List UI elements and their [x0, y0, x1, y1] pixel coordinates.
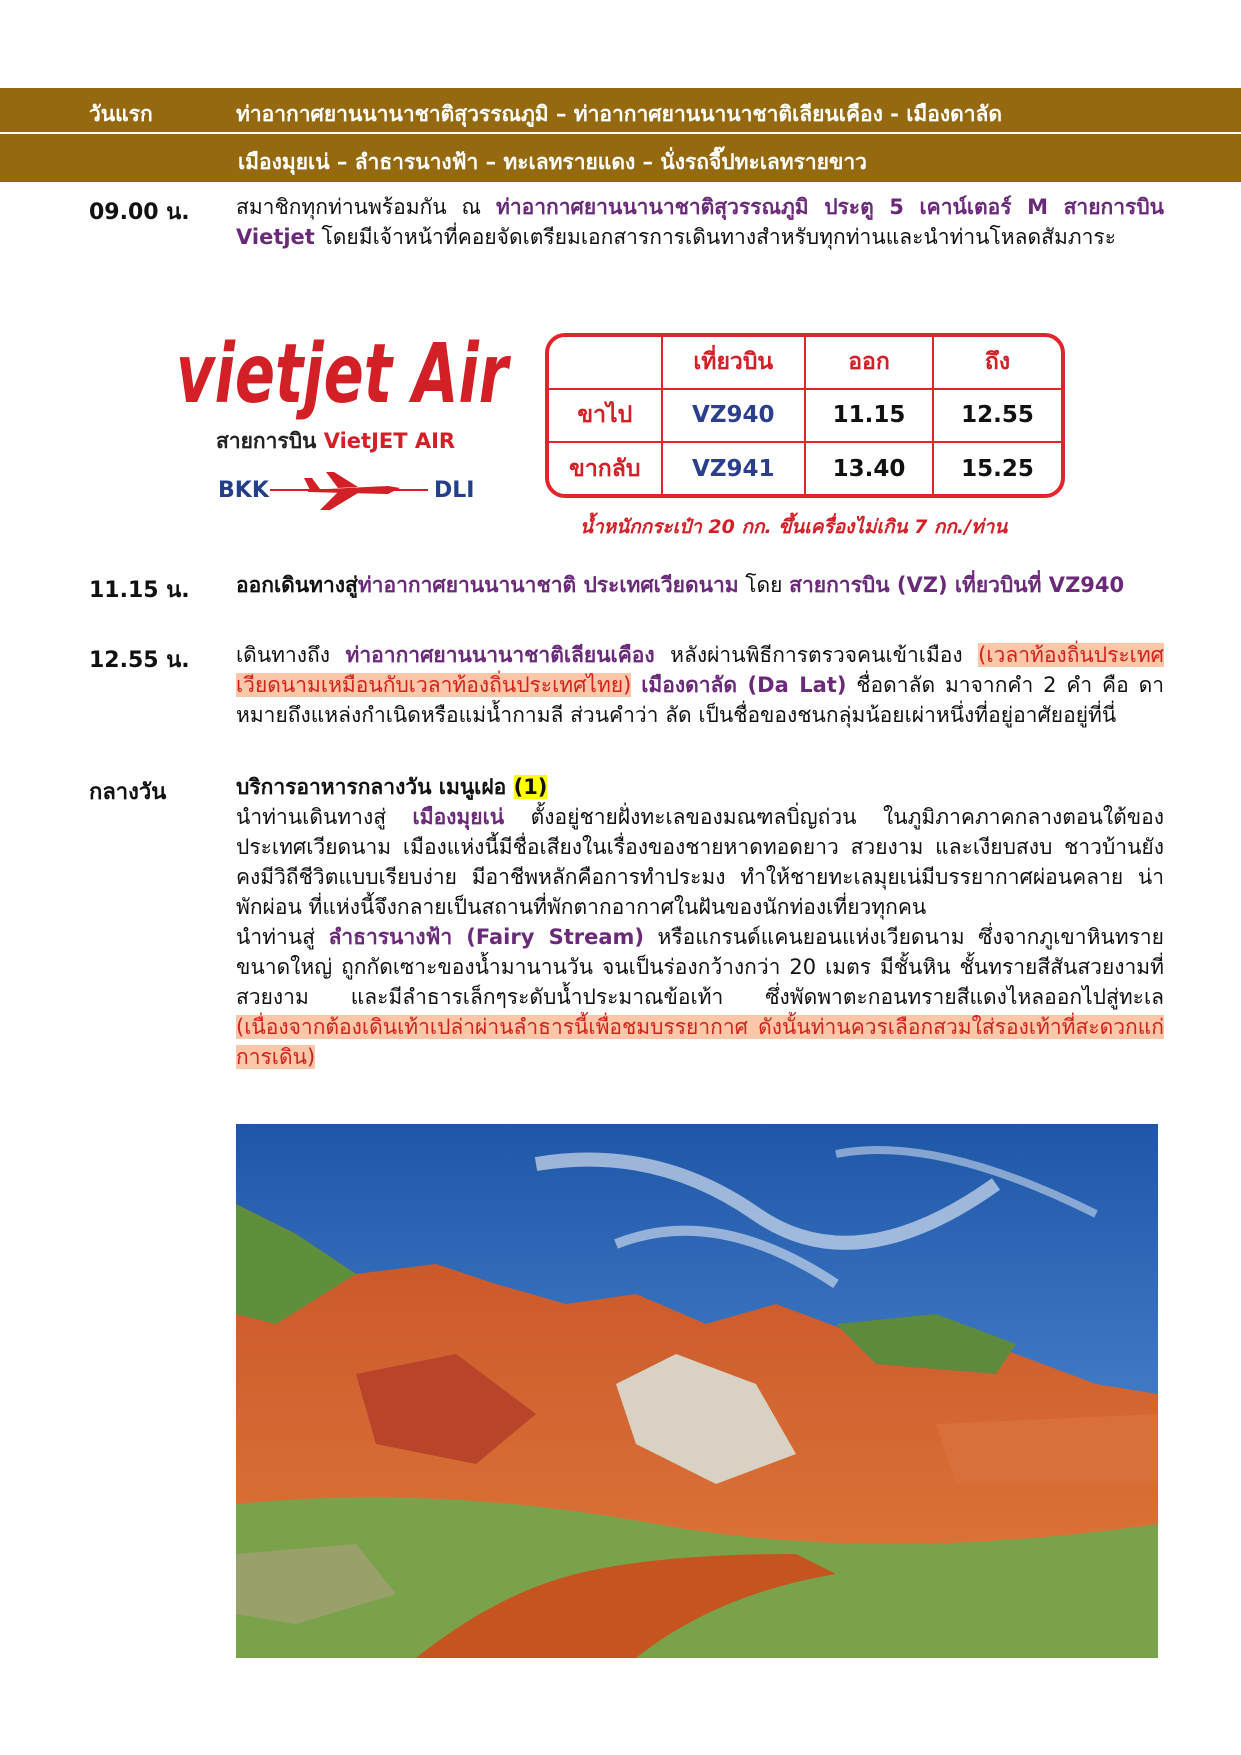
time-1255: 12.55 น. [89, 648, 190, 673]
table-header-cell: ออก [805, 337, 933, 389]
header-line-1 [0, 88, 1241, 134]
text: นำท่านเดินทางสู่ [236, 805, 413, 829]
text: โดยมีเจ้าหน้าที่คอยจัดเตรียมเอกสารการเดินทางสำหรับทุกท่านและนำท่านโหลดสัมภาระ [314, 225, 1116, 249]
table-header-cell: ถึง [933, 337, 1061, 389]
airport-highlight: ท่าอากาศยานนานาชาติเลียนเคือง [345, 643, 655, 667]
origin-code: BKK [218, 478, 269, 503]
city-highlight: เมืองดาลัด (Da Lat) [641, 673, 847, 697]
arrive-time: 15.25 [933, 442, 1061, 494]
muine-paragraph [236, 802, 1164, 922]
text: นำท่านสู่ [236, 925, 329, 949]
text: โดย [738, 573, 790, 597]
vietjet-logo [176, 320, 516, 420]
text [631, 673, 641, 697]
paragraph-arrival [236, 640, 1164, 730]
flight-schedule-table [545, 333, 1065, 498]
airline-prefix: สายการบิน [216, 429, 324, 453]
footwear-note: (เนื่องจากต้องเดินเท้าเปล่าผ่านลำธารนี้เพื่อชมบรรยากาศ ดังนั้นท่านควรเลือกสวมใส่รองเท้าที่สะดวกแก่การเดิน) [236, 1015, 1164, 1069]
text: ตั้งอยู่ชายฝั่งทะเลของมณฑลบิ่ญถ่วน ในภูมิภาคภาคกลางตอนใต้ของประเทศเวียดนาม เมืองแห่งนี้มีชื่อเสียงในเรื่องของชายหาดทอดยาว สวยงาม และเงียบสงบ ชาวบ้านยังคงมีวิถีชีวิตแบบเรียบง่าย มีอาชีพหลักคือการทำประมง ทำให้ชายทะเลมุยเน่มีบรรยากาศผ่อนคลาย น่าพักผ่อน ที่แห่งนี้จึงกลายเป็นสถานที่พักตากอากาศในฝันของนักท่องเที่ยวทุกคน [236, 805, 1164, 919]
flight-info-highlight: สายการบิน (VZ) เที่ยวบินที่ VZ940 [789, 573, 1125, 597]
text: สมาชิกทุกท่านพร้อมกัน ณ [236, 195, 496, 219]
text: หลังผ่านพิธีการตรวจคนเข้าเมือง [654, 643, 979, 667]
day-label: วันแรก [89, 102, 153, 126]
destination-code: DLI [434, 478, 475, 503]
depart-time: 11.15 [805, 389, 933, 442]
fairy-stream-photo [236, 1124, 1158, 1658]
vietjet-logo-text: vietjet Air [176, 327, 512, 420]
text: ออกเดินทางสู่ [236, 573, 358, 597]
text: ชื่อดาลัด มาจากคำ 2 คำ คือ ดา หมายถึงแหล่งกำเนิดหรือแม่น้ำกามลี ส่วนคำว่า ลัด เป็นชื่อของชนกลุ่มน้อยเผ่าหนึ่งที่อยู่อาศัยอยู่ที่นี่ [236, 673, 1164, 727]
day-header-band [0, 88, 1241, 182]
route-line-1: ท่าอากาศยานนานาชาติสุวรรณภูมิ – ท่าอากาศยานนานาชาติเลียนเคือง - เมืองดาลัด [236, 102, 1003, 126]
route-line-2: เมืองมุยเน่ – ลำธารนางฟ้า – ทะเลทรายแดง – นั่งรถจี๊ปทะเลทรายขาว [238, 150, 867, 174]
meal-number-badge: (1) [513, 775, 548, 799]
flight-number: VZ940 [662, 389, 805, 442]
time-1115: 11.15 น. [89, 578, 190, 603]
destination-highlight: ท่าอากาศยานนานาชาติ ประเทศเวียดนาม [357, 573, 739, 597]
table-row [549, 442, 1061, 494]
fairy-stream-highlight: ลำธารนางฟ้า (Fairy Stream) [328, 925, 644, 949]
airport-gate-highlight: ท่าอากาศยานนานาชาติสุวรรณภูมิ ประตู 5 เคาน์เตอร์ M สายการบิน Vietjet [236, 195, 1164, 249]
paragraph-meeting [236, 192, 1164, 252]
airline-name: VietJET AIR [323, 429, 456, 453]
muine-highlight: เมืองมุยเน่ [412, 805, 505, 829]
depart-time: 13.40 [805, 442, 933, 494]
flight-number: VZ941 [662, 442, 805, 494]
airline-subtitle [216, 425, 455, 458]
time-lunch: กลางวัน [89, 780, 167, 805]
airplane-route-icon [268, 466, 430, 514]
timezone-note: (เวลาท้องถิ่นประเทศเวียดนามเหมือนกับเวลาท้องถิ่นประเทศไทย) [236, 643, 1164, 697]
paragraph-departure [236, 570, 1164, 600]
direction-label: ขากลับ [549, 442, 662, 494]
table-header-cell: เที่ยวบิน [662, 337, 805, 389]
time-0900: 09.00 น. [89, 200, 190, 225]
paragraph-afternoon [236, 772, 1164, 1072]
header-line-2 [0, 134, 1241, 182]
meal-text: บริการอาหารกลางวัน เมนูเฝอ [236, 775, 514, 799]
text: เดินทางถึง [236, 643, 346, 667]
text: หรือแกรนด์แคนยอนแห่งเวียดนาม ซึ่งจากภูเขาหินทรายขนาดใหญ่ ถูกกัดเซาะของน้ำมานานวัน จนเป็นร่องกว้างกว่า 20 เมตร มีชั้นหิน ชั้นทรายสีสันสวยงามที่สวยงาม และมีลำธารเล็กๆระดับน้ำประมาณข้อเท้า ซึ่งพัดพาตะกอนทรายสีแดงไหลออกไปสู่ทะเล [236, 925, 1164, 1009]
table-row [549, 389, 1061, 442]
baggage-note: น้ำหนักกระเป๋า 20 กก. ขึ้นเครื่องไม่เกิน 7 กก./ท่าน [580, 516, 1008, 538]
arrive-time: 12.55 [933, 389, 1061, 442]
table-header-cell [549, 337, 662, 389]
direction-label: ขาไป [549, 389, 662, 442]
fairy-stream-paragraph [236, 922, 1164, 1072]
table-header-row [549, 337, 1061, 389]
meal-line [236, 772, 1164, 802]
